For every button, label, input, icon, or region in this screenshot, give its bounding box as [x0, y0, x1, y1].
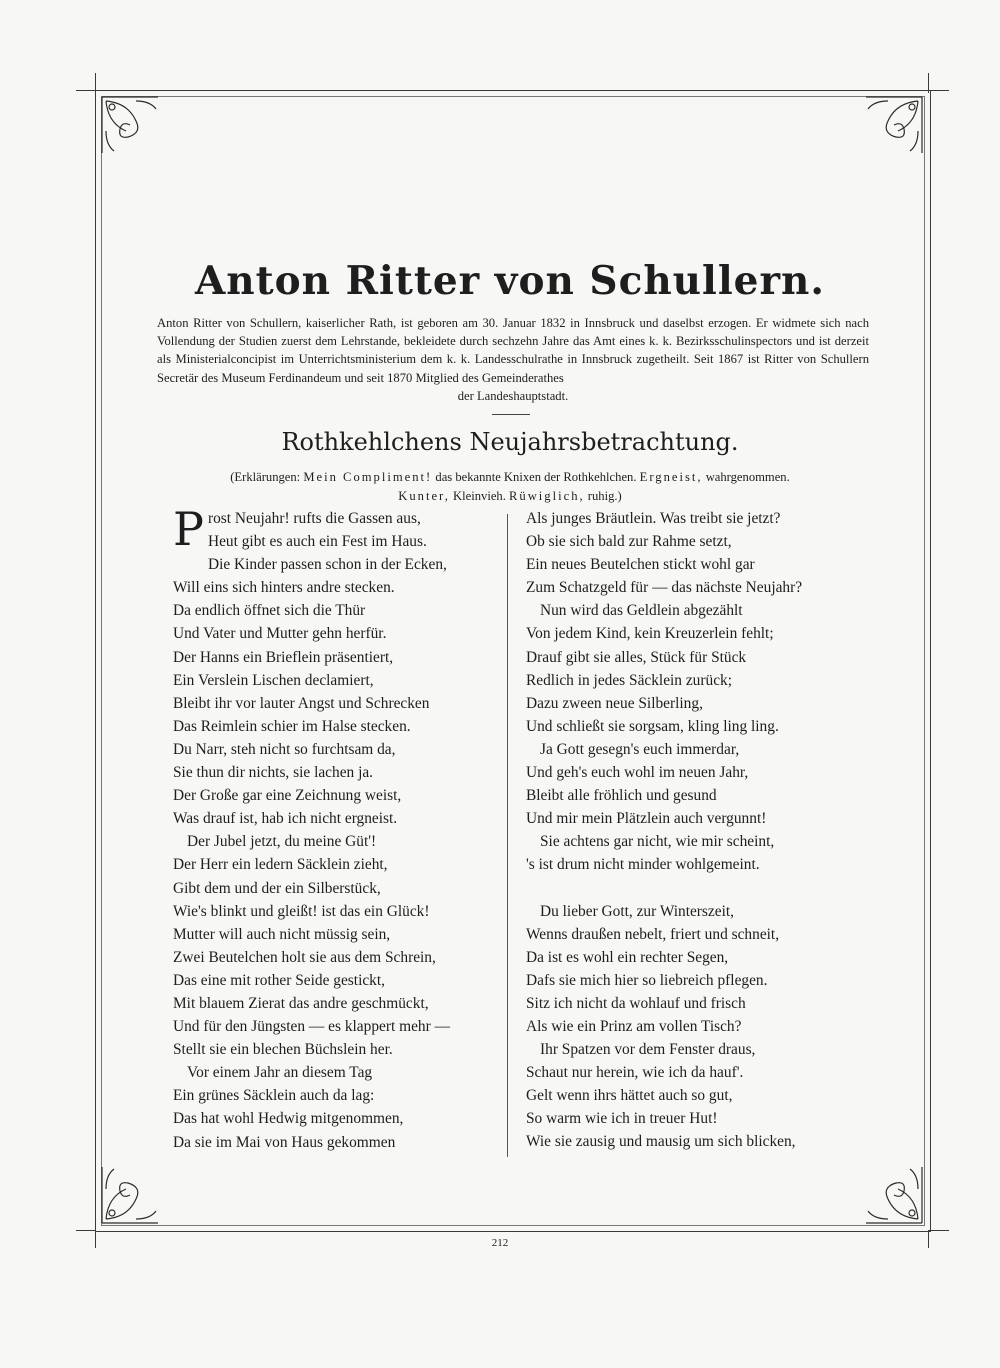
poem-line: Der Herr ein ledern Säcklein zieht, — [173, 856, 388, 874]
poem-line: Ob sie sich bald zur Rahme setzt, — [526, 533, 732, 551]
poem-line: Da endlich öffnet sich die Thür — [173, 602, 366, 620]
corner-ornament-icon — [98, 1157, 168, 1227]
frame-tick — [928, 1230, 929, 1248]
corner-ornament-icon — [856, 1157, 926, 1227]
frame-tick — [929, 1230, 949, 1231]
poem-line: Stellt sie ein blechen Büchslein her. — [173, 1041, 393, 1059]
section-divider — [492, 414, 530, 415]
glossary-definition: Kleinvieh. — [453, 489, 506, 503]
page-number: 212 — [491, 1237, 509, 1249]
poem-line: Der Jubel jetzt, du meine Güt'! — [187, 833, 377, 851]
poem-line: Als junges Bräutlein. Was treibt sie jetzt? — [526, 510, 781, 527]
poem-title: Rothkehlchens Neujahrsbetrachtung. — [281, 428, 739, 456]
biography-text-end: der Landeshauptstadt. — [457, 388, 569, 403]
glossary-term: Mein Compliment! — [303, 470, 433, 484]
poem-line: Ihr Spatzen vor dem Fenster draus, — [540, 1041, 756, 1059]
poem-line: Sie thun dir nichts, sie lachen ja. — [173, 764, 374, 782]
poem-line: Der Hanns ein Brieflein präsentiert, — [173, 648, 394, 666]
glossary-line — [170, 487, 850, 506]
frame-tick — [76, 90, 96, 91]
poem-column-left — [173, 502, 498, 1154]
poem-line: Gibt dem und der ein Silberstück, — [173, 879, 381, 897]
poem-line: Wie's blinkt und gleißt! ist das ein Glück! — [173, 902, 430, 920]
corner-ornament-icon — [98, 93, 168, 163]
poem-line: So warm wie ich in treuer Hut! — [526, 1110, 718, 1128]
glossary-open: (Erklärungen: — [230, 470, 301, 484]
poem-line: Bleibt alle fröhlich und gesund — [526, 787, 717, 805]
poem-line: Mit blauem Zierat das andre geschmückt, — [173, 994, 429, 1012]
biography-text: Anton Ritter von Schullern, kaiserlicher Rath, ist geboren am 30. Januar 1832 in Innsbruck und daselbst erzogen. Er widmete sich nach Vollendung der Studien zuerst dem Lehrstande, bekleidete durch sechzehn Jahre das Amt eines k. k. Bezirksschulinspectors und ist derzeit als Ministerialconcipist im Unterrichtsministerium dem k. k. Landesschulrathe in Innsbruck zugetheilt. Seit 1867 ist Ritter von Schullern Secretär des Museum Ferdinandeum und seit 1870 Mitglied des Gemeinderathes — [157, 316, 869, 385]
poem-glossary — [170, 468, 850, 506]
poem-line: Sie achtens gar nicht, wie mir scheint, — [540, 833, 775, 851]
glossary-term: Rüwiglich, — [509, 489, 585, 503]
poem-line: Heut gibt es auch ein Fest im Haus. — [207, 533, 427, 551]
poem-line: Zwei Beutelchen holt sie aus dem Schrein, — [173, 948, 436, 966]
poem-line: Gelt wenn ihrs hättet auch so gut, — [526, 1087, 733, 1105]
poem-line: Zum Schatzgeld für — das nächste Neujahr? — [526, 579, 803, 597]
poem-line: Redlich in jedes Säcklein zurück; — [526, 671, 733, 689]
frame-tick — [95, 1230, 96, 1248]
poem-line: Wie sie zausig und mausig um sich blicken, — [526, 1133, 796, 1151]
poem-line: Du lieber Gott, zur Winterszeit, — [540, 902, 734, 920]
poem-line: Und mir mein Plätzlein auch vergunnt! — [526, 810, 767, 828]
poem-line: Wenns draußen nebelt, friert und schneit, — [526, 925, 780, 943]
glossary-line — [170, 468, 850, 487]
poem-line: Das Reimlein schier im Halse stecken. — [173, 717, 411, 735]
glossary-term: Kunter, — [398, 489, 450, 503]
poem-line: Mutter will auch nicht müssig sein, — [173, 925, 391, 943]
poem-line: Da sie im Mai von Haus gekommen — [173, 1133, 396, 1151]
poem-line: Schaut nur herein, wie ich da hauf'. — [526, 1064, 744, 1082]
poem-line: Von jedem Kind, kein Kreuzerlein fehlt; — [526, 625, 774, 643]
poem-line: Nun wird das Geldlein abgezählt — [540, 602, 743, 620]
poem-line: Vor einem Jahr an diesem Tag — [187, 1064, 373, 1082]
poem-line: Das eine mit rother Seide gestickt, — [173, 971, 385, 989]
glossary-definition: ruhig.) — [587, 489, 622, 503]
poem-line: Und Vater und Mutter gehn herfür. — [173, 625, 387, 643]
poem-column-right — [526, 507, 856, 1154]
poem-line: Dazu zween neue Silberling, — [526, 694, 703, 712]
frame-tick — [76, 1230, 96, 1231]
author-biography — [157, 314, 869, 405]
poem-line: Da ist es wohl ein rechter Segen, — [526, 948, 729, 966]
poem-line-text: rost Neujahr! rufts die Gassen aus, — [207, 510, 421, 527]
page-title: Anton Ritter von Schullern. — [195, 258, 825, 304]
poem-line: Will eins sich hinters andre stecken. — [173, 579, 395, 597]
glossary-term: Ergneist, — [639, 470, 703, 484]
drop-cap: P — [173, 502, 204, 556]
poem-line: Ein grünes Säcklein auch da lag: — [173, 1087, 375, 1105]
poem-line: Ja Gott gesegn's euch immerdar, — [540, 740, 740, 758]
poem-line: Dafs sie mich hier so liebreich pflegen. — [526, 971, 768, 989]
column-divider — [507, 514, 508, 1157]
glossary-definition: das bekannte Knixen der Rothkehlchen. — [435, 470, 637, 484]
poem-line: Bleibt ihr vor lauter Angst und Schrecken — [173, 694, 430, 712]
poem-line: Und geh's euch wohl im neuen Jahr, — [526, 764, 749, 782]
poem-line: Ein neues Beutelchen stickt wohl gar — [526, 556, 755, 574]
poem-line: Drauf gibt sie alles, Stück für Stück — [526, 648, 747, 666]
poem-line: 's ist drum nicht minder wohlgemeint. — [526, 856, 760, 874]
glossary-definition: wahrgenommen. — [705, 470, 790, 484]
poem-line: Die Kinder passen schon in der Ecken, — [207, 556, 447, 574]
poem-line: Du Narr, steh nicht so furchtsam da, — [173, 740, 396, 758]
poem-line: Sitz ich nicht da wohlauf und frisch — [526, 994, 746, 1012]
frame-tick — [929, 90, 949, 91]
poem-line: Der Große gar eine Zeichnung weist, — [173, 787, 402, 805]
poem-line: Was drauf ist, hab ich nicht ergneist. — [173, 810, 398, 828]
poem-line: Als wie ein Prinz am vollen Tisch? — [526, 1017, 742, 1035]
poem-line: Ein Verslein Lischen declamiert, — [173, 671, 374, 689]
poem-line: Und für den Jüngsten — es klappert mehr — — [173, 1018, 450, 1036]
corner-ornament-icon — [856, 93, 926, 163]
poem-line: Und schließt sie sorgsam, kling ling ling. — [526, 717, 779, 735]
poem-line: Das hat wohl Hedwig mitgenommen, — [173, 1110, 404, 1128]
